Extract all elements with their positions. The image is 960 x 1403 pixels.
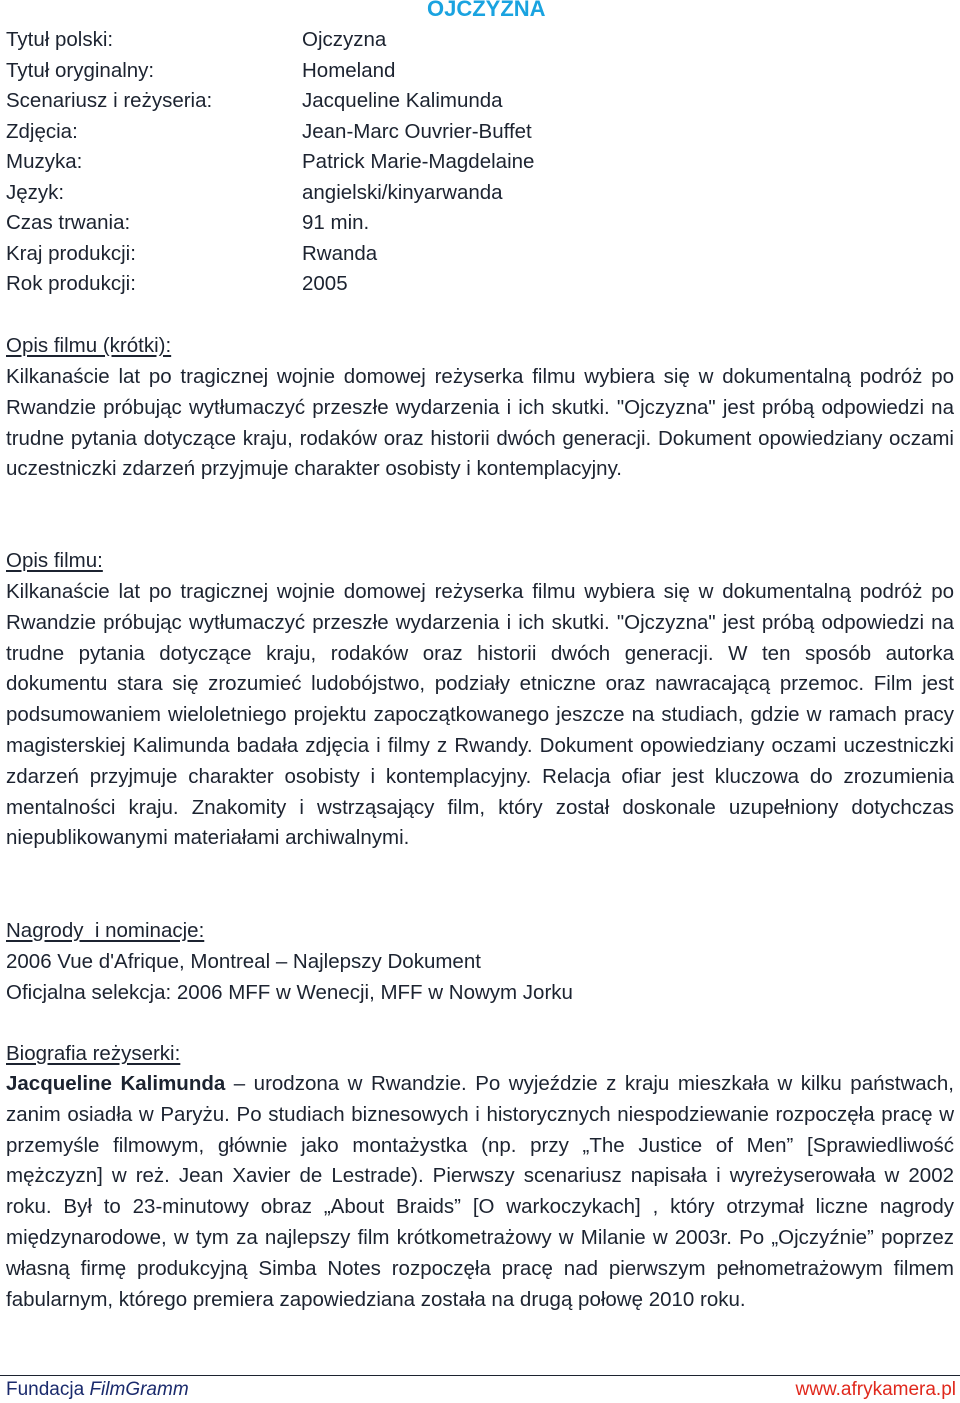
info-label: Czas trwania: [6, 211, 131, 234]
info-label: Muzyka: [6, 150, 83, 173]
info-label: Kraj produkcji: [6, 241, 136, 265]
director-name: Jacqueline Kalimunda [6, 1072, 226, 1095]
award-line: Oficjalna selekcja: 2006 MFF w Wenecji, MFF w Nowym Jorku [6, 981, 573, 1004]
document-title: OJCZYZNA [427, 0, 546, 21]
info-value: Patrick Marie-Magdelaine [302, 150, 535, 173]
info-value: angielski/kinyarwanda [302, 180, 503, 204]
info-label: Tytuł oryginalny: [6, 58, 155, 82]
info-value: 2005 [302, 272, 348, 295]
footer-website-link[interactable]: www.afrykamera.pl [795, 1379, 956, 1400]
description-heading [6, 546, 103, 576]
award-line: 2006 Vue d'Afrique, Montreal – Najlepszy Dokument [6, 950, 481, 973]
biography-heading-text: Biografia reżyserki: [6, 1042, 181, 1065]
info-value: Homeland [302, 58, 396, 82]
info-label: Rok produkcji: [6, 272, 136, 295]
short-description-text: Kilkanaście lat po tragicznej wojnie domowej reżyserka filmu wybiera się w dokumentalną podróż po Rwandzie próbując wytłumaczyć przeszłe wydarzenia i ich skutki. "Ojczyzna" jest próbą odpowiedzi na trudne pytania dotyczące kraju, rodaków oraz historii dwóch generacji. Dokument opowiedziany oczami uczestniczki zdarzeń przyjmuje charakter osobisty i kontemplacyjny. [6, 365, 954, 481]
info-label: Scenariusz i reżyseria: [6, 89, 213, 112]
biography-body: – urodzona w Rwandzie. Po wyjeździe z kraju mieszkała w kilku państwach, zanim osiadła w Paryżu. Po studiach biznesowych i historycznych niespodziewanie rozpoczęła pracę w przemyśle filmowym, głównie jako montażystka (np. przy „The Justice of Men” [Sprawiedliwość mężczyzn] w reż. Jean Xavier de Lestrade). Pierwszy scenariusz napisała i wyreżyserowała w 2002 roku. Był to 23-minutowy obraz „About Braids” [O warkoczykach] , który otrzymał liczne nagrody międzynarodowe, w tym za najlepszy film krótkometrażowy w Milanie w 2003r. Po „Ojczyźnie” poprzez własną firmę produkcyjną Simba Notes rozpoczęła pracę nad pierwszym pełnometrażowym filmem fabularnym, którego premiera zapowiedziana została na drugą połowę 2010 roku. [6, 1072, 955, 1311]
biography-heading [6, 1039, 180, 1069]
description-text: Kilkanaście lat po tragicznej wojnie domowej reżyserka filmu wybiera się w dokumentalną podróż po Rwandzie próbując wytłumaczyć przeszłe wydarzenia i ich skutki. "Ojczyzna" jest próbą odpowiedzi na trudne pytania dotyczące kraju, rodaków oraz historii dwóch generacji. W ten sposób autorka dokumentu stara się zrozumieć ludobójstwo, podziały etniczne oraz nawracającą przemoc. Film jest podsumowaniem wieloletniego projektu zapoczątkowanego jeszcze na studiach, gdzie w ramach pracy magisterskiej Kalimunda badała zdjęcia i filmy z Rwandy. Dokument opowiedziany oczami uczestniczki zdarzeń przyjmuje charakter osobisty i kontemplacyjny. Relacja ofiar jest kluczowa do zrozumienia mentalności kraju. Znakomity i wstrząsający film, który został doskonale uzupełniony dotychczas niepublikowanymi materiałami archiwalnymi. [6, 580, 954, 850]
info-value: Rwanda [302, 241, 378, 265]
awards-heading-text: Nagrody i nominacje: [6, 919, 205, 942]
awards-heading [6, 916, 204, 946]
footer-foundation [6, 1377, 189, 1403]
info-label: Język: [6, 180, 65, 204]
short-description-heading-text: Opis filmu (krótki): [6, 334, 172, 357]
info-value: Jacqueline Kalimunda [302, 89, 503, 112]
info-value: Jean-Marc Ouvrier-Buffet [302, 119, 532, 143]
description-heading-text: Opis filmu: [6, 549, 103, 572]
footer-foundation-name: FilmGramm [89, 1379, 189, 1400]
biography-text [6, 1069, 954, 1315]
footer-foundation-prefix: Fundacja [6, 1379, 90, 1400]
info-label: Tytuł polski: [6, 28, 114, 51]
footer-divider [0, 1375, 960, 1376]
info-label: Zdjęcia: [6, 119, 78, 143]
info-value: Ojczyzna [302, 28, 387, 51]
short-description-heading [6, 331, 171, 361]
info-value: 91 min. [302, 211, 370, 234]
